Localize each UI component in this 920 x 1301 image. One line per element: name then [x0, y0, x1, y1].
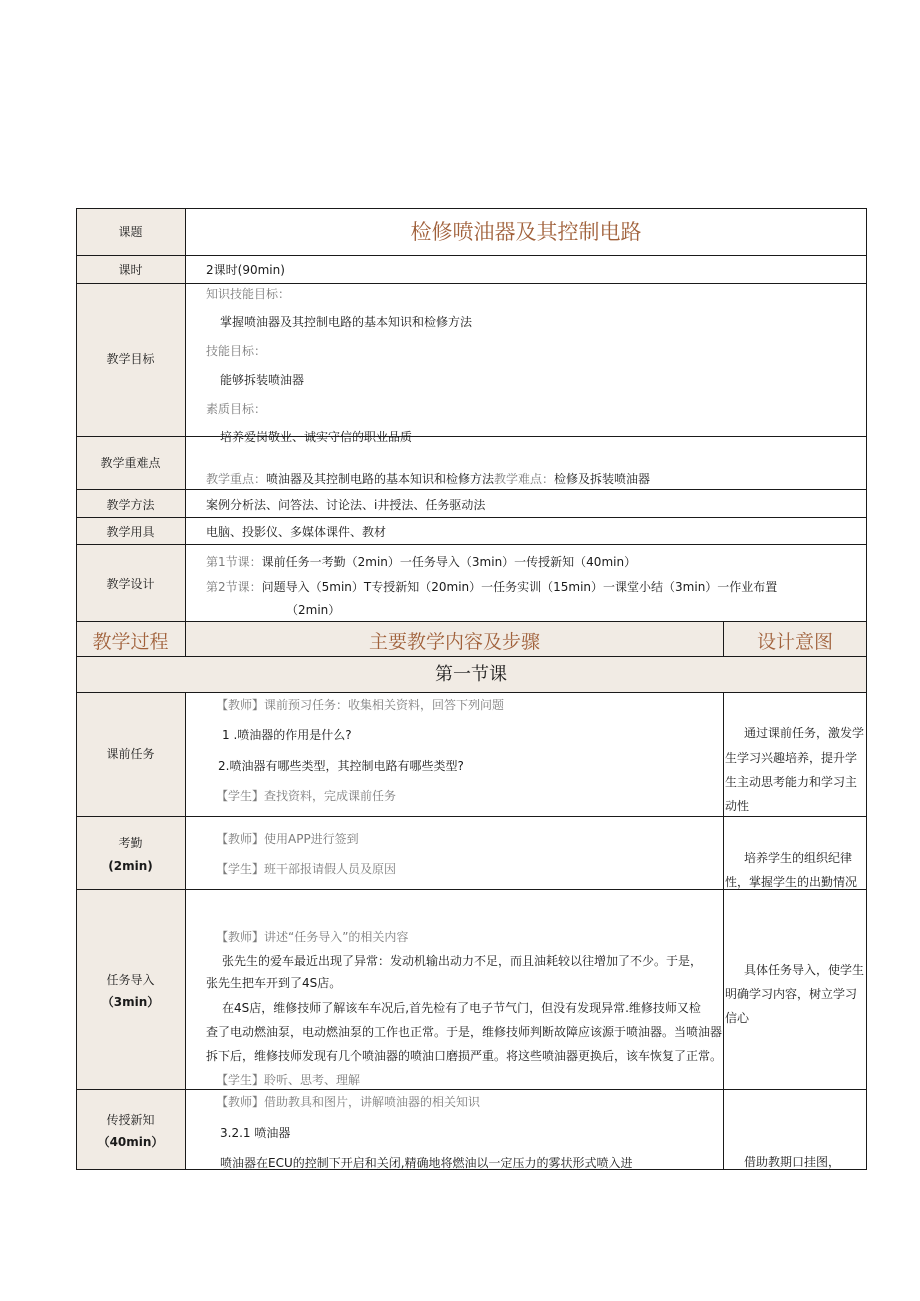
design-label: 教学设计 — [106, 577, 155, 591]
key-prefix: 教学重点： — [206, 472, 267, 486]
difficult-text: 检修及拆装喷油器 — [554, 472, 651, 486]
intro-student: 【学生】聆听、思考、理解 — [216, 1073, 361, 1087]
teach-label: 传授新知 — [106, 1113, 155, 1127]
objectives-label: 教学目标 — [106, 352, 155, 366]
intro-p1-line2: 张先生把车开到了4S店。 — [206, 976, 342, 990]
keypoints-line — [206, 471, 650, 487]
methods-value: 案例分析法、问答法、讨论法、i井授法、任务驱动法 — [206, 498, 486, 512]
intro-intent-3: 信心 — [725, 1011, 750, 1025]
attendance-teacher: 【教师】使用APP进行签到 — [216, 832, 359, 846]
teach-intent-1: 借助教期口挂图， — [744, 1155, 841, 1169]
knowledge-item: 掌握喷油器及其控制电路的基本知识和检修方法 — [220, 315, 473, 329]
title-label: 课题 — [118, 225, 143, 239]
attendance-student: 【学生】班干部报请假人员及原因 — [216, 862, 397, 876]
knowledge-heading: 知识技能目标： — [206, 287, 291, 301]
hours-label: 课时 — [118, 263, 143, 277]
skill-heading: 技能目标： — [206, 344, 267, 358]
attendance-label: 考勤 — [118, 836, 143, 850]
design-lesson2 — [206, 579, 777, 595]
teach-teacher: 【教师】借助教具和图片，讲解喷油器的相关知识 — [216, 1095, 481, 1109]
skill-item: 能够拆装喷油器 — [220, 373, 305, 387]
design-lesson1 — [206, 554, 636, 570]
tools-label: 教学用具 — [106, 525, 155, 539]
section-title: 第一节课 — [435, 664, 507, 685]
pretask-intent-2: 生学习兴趣培养，提升学 — [725, 751, 858, 765]
course-title: 检修喷油器及其控制电路 — [410, 220, 642, 244]
attendance-time: (2min) — [108, 859, 153, 873]
quality-item: 培养爱岗敬业、诚实守信的职业品质 — [220, 430, 413, 444]
hours-value: 2课时(90min) — [206, 263, 285, 277]
intro-p1-line1: 张先生的爱车最近出现了异常：发动机输出动力不足，而且油耗较以往增加了不少。于是， — [222, 954, 703, 968]
keypoints-label: 教学重难点 — [100, 456, 161, 470]
intro-p2-line2: 查了电动燃油泵，电动燃油泵的工作也正常。于是，维修技师判断故障应该源于喷油器。当喷油器 — [206, 1025, 723, 1039]
pretask-label: 课前任务 — [106, 747, 155, 761]
pretask-teacher: 【教师】课前预习任务：收集相关资料，回答下列问题 — [216, 698, 505, 712]
difficult-prefix: 教学难点： — [494, 472, 555, 486]
pretask-intent-3: 生主动思考能力和学习主 — [725, 775, 858, 789]
lesson2-text: 问题导入（5min）T专授新知（20min）一任务实训（15min）一课堂小结（3min）一作业布置 — [261, 580, 778, 594]
intro-intent-1: 具体任务导入，使学生 — [744, 963, 865, 977]
pretask-student: 【学生】查找资料，完成课前任务 — [216, 789, 397, 803]
lesson1-text: 课前任务一考勤（2min）一任务导入（3min）一传授新知（40min） — [261, 555, 637, 569]
key-text: 喷油器及其控制电路的基本知识和检修方法 — [266, 472, 495, 486]
intro-p2-line1: 在4S店，维修技师了解该车车况后,首先检有了电子节气门，但没有发现异常.维修技师又检 — [222, 1001, 701, 1015]
pretask-intent-1: 通过课前任务，激发学 — [744, 726, 865, 740]
pretask-question-2: 2.喷油器有哪些类型，其控制电路有哪些类型? — [218, 759, 464, 773]
objectives-content — [186, 284, 866, 444]
methods-label: 教学方法 — [106, 498, 155, 512]
teach-p1: 喷油器在ECU的控制下开启和关闭,精确地将燃油以一定压力的雾状形式喷入进 — [220, 1156, 633, 1170]
design-lesson2-cont: （2min） — [286, 603, 341, 617]
intro-label: 任务导入 — [106, 973, 155, 987]
teach-time: （40min） — [97, 1135, 164, 1149]
pretask-question-1: 1 .喷油器的作用是什么? — [222, 728, 352, 742]
process-col-header: 教学过程 — [92, 631, 169, 653]
quality-heading: 素质目标： — [206, 402, 267, 416]
attendance-intent-2: 性，掌握学生的出勤情况 — [725, 875, 858, 889]
lesson2-prefix: 第2节课： — [206, 580, 262, 594]
teach-subheading: 3.2.1 喷油器 — [220, 1126, 291, 1140]
content-col-header: 主要教学内容及步骤 — [368, 631, 540, 653]
attendance-intent-1: 培养学生的组织纪律 — [744, 851, 853, 865]
tools-value: 电脑、投影仪、多媒体课件、教材 — [206, 525, 387, 539]
pretask-intent-4: 动性 — [725, 799, 750, 813]
intro-p2-line3: 拆下后，维修技师发现有几个喷油器的喷油口磨损严重。将这些喷油器更换后，该车恢复了正常。 — [206, 1049, 723, 1063]
lesson1-prefix: 第1节课： — [206, 555, 262, 569]
intro-time: （3min） — [101, 995, 160, 1009]
intro-teacher: 【教师】讲述“任务导入”的相关内容 — [216, 930, 409, 944]
intro-intent-2: 明确学习内容，树立学习 — [725, 987, 858, 1001]
intent-col-header: 设计意图 — [756, 631, 833, 653]
